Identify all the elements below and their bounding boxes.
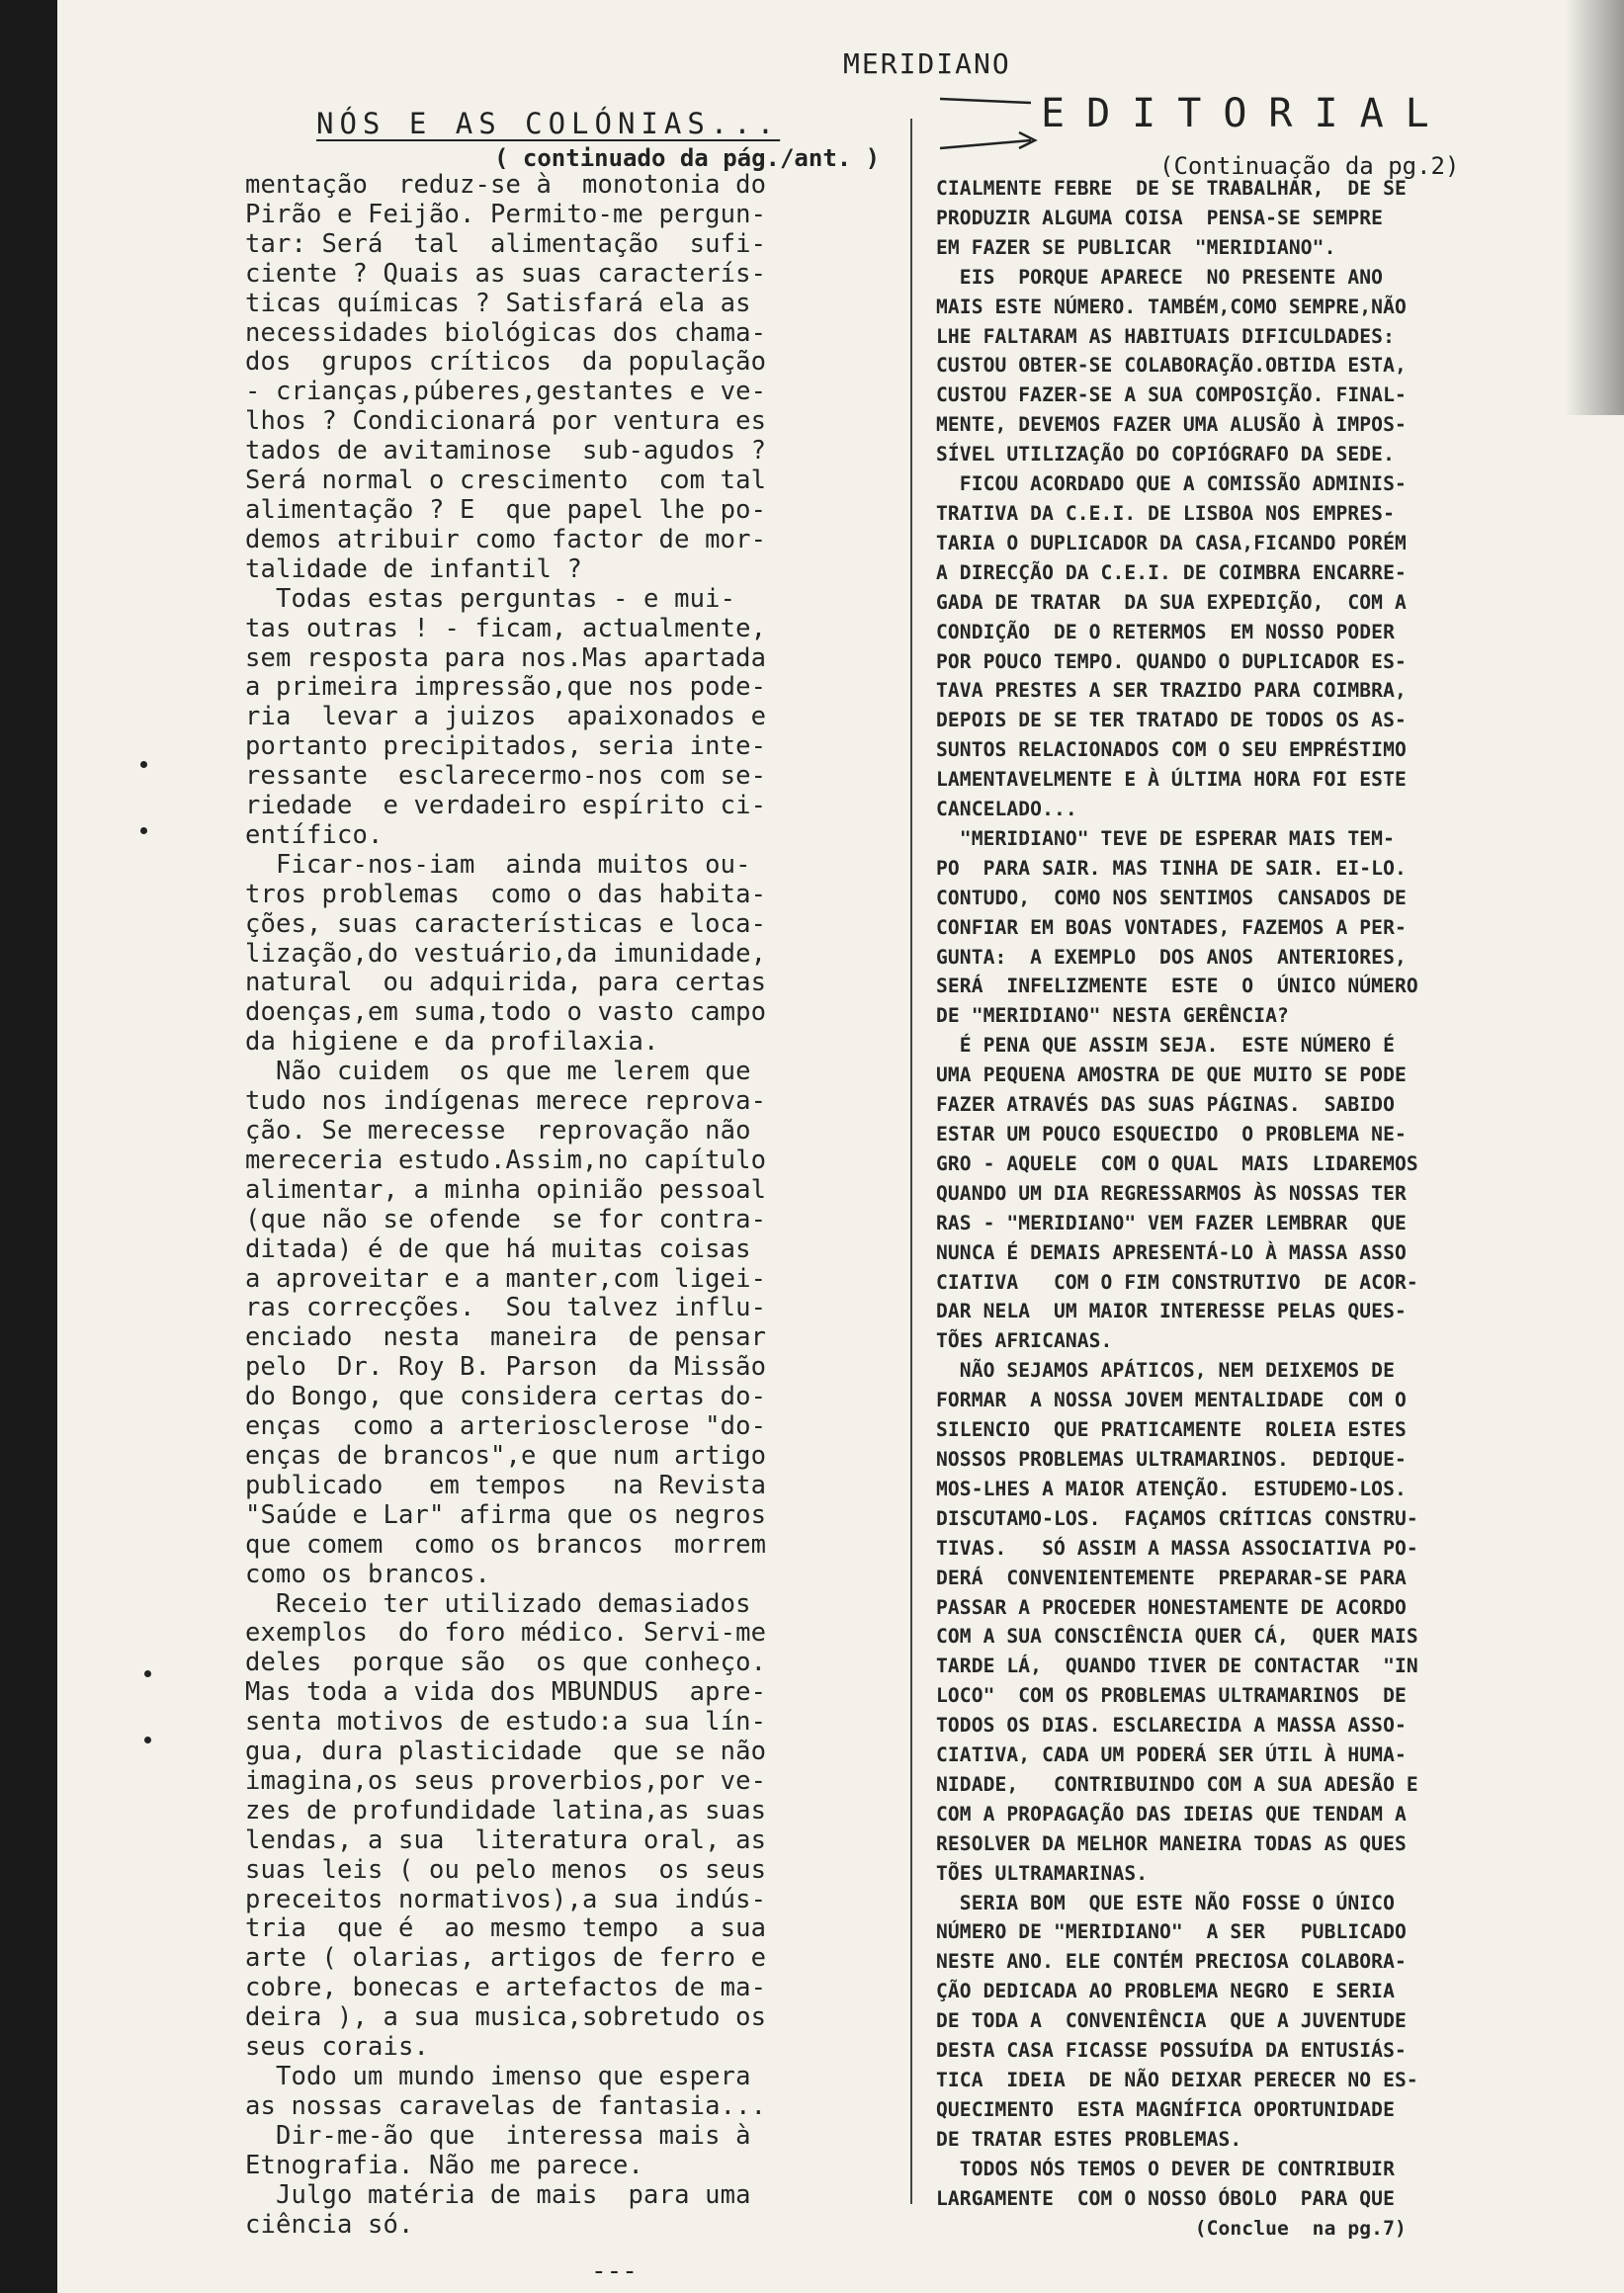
text-line: necessidades biológicas dos chama- — [245, 317, 767, 348]
text-line: alimentação ? E que papel lhe po- — [245, 494, 767, 525]
text-line: tados de avitaminose sub-agudos ? — [245, 436, 767, 467]
text-line: (Conclue na pg.7) — [936, 2216, 1407, 2240]
text-line: as nossas caravelas de fantasia... — [245, 2090, 767, 2121]
text-line: COM A PROPAGAÇÃO DAS IDEIAS QUE TENDAM A — [936, 1802, 1407, 1826]
text-line: pelo Dr. Roy B. Parson da Missão — [245, 1352, 767, 1383]
text-line: DE TODA A CONVENIÊNCIA QUE A JUVENTUDE — [936, 2009, 1407, 2033]
text-line: TAVA PRESTES A SER TRAZIDO PARA COIMBRA, — [936, 679, 1407, 703]
text-line: - crianças,púberes,gestantes e ve- — [245, 377, 767, 407]
text-line: CONFIAR EM BOAS VONTADES, FAZEMOS A PER- — [936, 915, 1407, 939]
text-line: ras correcções. Sou talvez influ- — [245, 1293, 767, 1323]
text-line: que comem como os brancos morrem — [245, 1529, 767, 1560]
bullet-dot-icon — [140, 761, 147, 768]
text-line: lhos ? Condicionará por ventura es — [245, 406, 767, 437]
text-line: DE TRATAR ESTES PROBLEMAS. — [936, 2127, 1242, 2151]
text-line: GADA DE TRATAR DA SUA EXPEDIÇÃO, COM A — [936, 590, 1407, 614]
text-line: POR POUCO TEMPO. QUANDO O DUPLICADOR ES- — [936, 649, 1407, 673]
text-line: tar: Será tal alimentação sufi- — [245, 228, 767, 259]
text-line: PRODUZIR ALGUMA COISA PENSA-SE SEMPRE — [936, 206, 1384, 229]
text-line: ÇÃO DEDICADA AO PROBLEMA NEGRO E SERIA — [936, 1980, 1395, 2003]
text-line: alimentar, a minha opinião pessoal — [245, 1174, 767, 1205]
text-line: QUANDO UM DIA REGRESSARMOS ÀS NOSSAS TER — [936, 1181, 1407, 1205]
text-line: ressante esclarecermo-nos com se- — [245, 761, 767, 792]
text-line: Será normal o crescimento com tal — [245, 466, 767, 496]
left-article-title: NÓS E AS COLÓNIAS... — [316, 107, 781, 140]
text-line: CIALMENTE FEBRE DE SE TRABALHAR, DE SE — [936, 177, 1407, 200]
text-line: ticas químicas ? Satisfará ela as — [245, 288, 751, 318]
text-line: "Saúde e Lar" afirma que os negros — [245, 1499, 767, 1530]
text-line: publicado em tempos na Revista — [245, 1470, 767, 1500]
text-line: entífico. — [245, 819, 384, 850]
text-line: MAIS ESTE NÚMERO. TAMBÉM,COMO SEMPRE,NÃO — [936, 295, 1407, 318]
text-line: LOCO" COM OS PROBLEMAS ULTRAMARINOS DE — [936, 1684, 1407, 1708]
text-line: tudo nos indígenas merece reprova- — [245, 1086, 767, 1117]
text-line: gua, dura plasticidade que se não — [245, 1737, 767, 1767]
text-line: Dir-me-ão que interessa mais à — [245, 2120, 751, 2151]
text-line: mereceria estudo.Assim,no capítulo — [245, 1145, 767, 1175]
editorial-body — [936, 174, 1588, 2243]
text-line: NIDADE, CONTRIBUINDO COM A SUA ADESÃO E — [936, 1772, 1418, 1796]
text-line: CANCELADO... — [936, 798, 1077, 821]
text-line: A DIRECÇÃO DA C.E.I. DE COIMBRA ENCARRE- — [936, 560, 1407, 584]
text-line: DERÁ CONVENIENTEMENTE PREPARAR-SE PARA — [936, 1566, 1407, 1589]
text-line: tas outras ! - ficam, actualmente, — [245, 613, 767, 643]
text-line: do Bongo, que considera certas do- — [245, 1382, 767, 1412]
text-line: SÍVEL UTILIZAÇÃO DO COPIÓGRAFO DA SEDE. — [936, 443, 1395, 467]
text-line: CUSTOU OBTER-SE COLABORAÇÃO.OBTIDA ESTA, — [936, 354, 1407, 378]
text-line: Mas toda a vida dos MBUNDUS apre- — [245, 1677, 767, 1708]
bullet-dot-icon — [144, 1737, 151, 1743]
text-line: deira ), a sua musica,sobretudo os — [245, 2002, 767, 2033]
text-line: FAZER ATRAVÉS DAS SUAS PÁGINAS. SABIDO — [936, 1093, 1395, 1117]
text-line: TODOS OS DIAS. ESCLARECIDA A MASSA ASSO- — [936, 1714, 1407, 1738]
text-line: LHE FALTARAM AS HABITUAIS DIFICULDADES: — [936, 324, 1395, 348]
text-line: tria que é ao mesmo tempo a sua — [245, 1913, 767, 1944]
text-line: COM A SUA CONSCIÊNCIA QUER CÁ, QUER MAIS — [936, 1625, 1418, 1649]
text-line: TIVAS. SÓ ASSIM A MASSA ASSOCIATIVA PO- — [936, 1536, 1418, 1560]
text-line: É PENA QUE ASSIM SEJA. ESTE NÚMERO É — [936, 1034, 1395, 1058]
text-line: SILENCIO QUE PRATICAMENTE ROLEIA ESTES — [936, 1418, 1407, 1442]
text-line: NOSSOS PROBLEMAS ULTRAMARINOS. DEDIQUE- — [936, 1447, 1407, 1471]
text-line: NÚMERO DE "MERIDIANO" A SER PUBLICADO — [936, 1920, 1407, 1944]
text-line: DISCUTAMO-LOS. FAÇAMOS CRÍTICAS CONSTRU- — [936, 1506, 1418, 1530]
text-line: ditada) é de que há muitas coisas — [245, 1233, 751, 1264]
text-line: DAR NELA UM MAIOR INTERESSE PELAS QUES- — [936, 1300, 1407, 1323]
text-line: GRO - AQUELE COM O QUAL MAIS LIDAREMOS — [936, 1151, 1418, 1175]
text-line: GUNTA: A EXEMPLO DOS ANOS ANTERIORES, — [936, 945, 1407, 969]
text-line: Pirão e Feijão. Permito-me pergun- — [245, 199, 767, 229]
text-line: LARGAMENTE COM O NOSSO ÓBOLO PARA QUE — [936, 2186, 1395, 2210]
text-line: Ficar-nos-iam ainda muitos ou- — [245, 849, 751, 880]
text-line: TICA IDEIA DE NÃO DEIXAR PERECER NO ES- — [936, 2069, 1418, 2091]
text-line: da higiene e da profilaxia. — [245, 1027, 659, 1058]
text-line: lendas, a sua literatura oral, as — [245, 1825, 767, 1855]
text-line: LAMENTAVELMENTE E À ÚLTIMA HORA FOI ESTE — [936, 768, 1407, 792]
text-line: deles porque são os que conheço. — [245, 1648, 767, 1678]
text-line: Julgo matéria de mais para uma — [245, 2179, 751, 2210]
text-line: sem resposta para nos.Mas apartada — [245, 642, 767, 673]
text-line: TÕES AFRICANAS. — [936, 1329, 1113, 1353]
text-line: UMA PEQUENA AMOSTRA DE QUE MUITO SE PODE — [936, 1063, 1407, 1087]
text-line: FICOU ACORDADO QUE A COMISSÃO ADMINIS- — [936, 472, 1407, 496]
left-article-end-mark: --- — [591, 2256, 638, 2286]
text-line: suas leis ( ou pelo menos os seus — [245, 1854, 767, 1885]
text-line: EIS PORQUE APARECE NO PRESENTE ANO — [936, 265, 1384, 289]
text-line: doenças,em suma,todo o vasto campo — [245, 997, 767, 1028]
text-line: ções, suas características e loca- — [245, 908, 767, 939]
text-line: TRATIVA DA C.E.I. DE LISBOA NOS EMPRES- — [936, 501, 1395, 525]
text-line: zes de profundidade latina,as suas — [245, 1795, 767, 1826]
text-line: PO PARA SAIR. MAS TINHA DE SAIR. EI-LO. — [936, 856, 1407, 880]
text-line: "MERIDIANO" TEVE DE ESPERAR MAIS TEM- — [936, 826, 1395, 850]
text-line: ESTAR UM POUCO ESQUECIDO O PROBLEMA NE- — [936, 1123, 1407, 1146]
left-article-body — [245, 171, 927, 2240]
text-line: arte ( olarias, artigos de ferro e — [245, 1943, 767, 1974]
text-line: QUECIMENTO ESTA MAGNÍFICA OPORTUNIDADE — [936, 2097, 1395, 2121]
text-line: TODOS NÓS TEMOS O DEVER DE CONTRIBUIR — [936, 2157, 1395, 2180]
text-line: MENTE, DEVEMOS FAZER UMA ALUSÃO À IMPOS- — [936, 413, 1407, 437]
text-line: Receio ter utilizado demasiados — [245, 1588, 751, 1619]
text-line: ciente ? Quais as suas caracterís- — [245, 258, 767, 289]
document-page — [57, 0, 1624, 2293]
text-line: ciência só. — [245, 2209, 414, 2240]
text-line: CIATIVA, CADA UM PODERÁ SER ÚTIL À HUMA- — [936, 1743, 1407, 1767]
text-line: CONTUDO, COMO NOS SENTIMOS CANSADOS DE — [936, 886, 1407, 909]
bullet-dot-icon — [140, 827, 147, 834]
text-line: TÕES ULTRAMARINAS. — [936, 1861, 1149, 1885]
text-line: dos grupos críticos da população — [245, 347, 767, 378]
text-line: Etnografia. Não me parece. — [245, 2150, 644, 2180]
text-line: RESOLVER DA MELHOR MANEIRA TODAS AS QUES — [936, 1831, 1407, 1855]
left-article-subtitle: ( continuado da pág./ant. ) — [494, 144, 881, 172]
text-line: exemplos do foro médico. Servi-me — [245, 1618, 767, 1649]
text-line: CIATIVA COM O FIM CONSTRUTIVO DE ACOR- — [936, 1270, 1418, 1294]
text-line: imagina,os seus proverbios,por ve- — [245, 1765, 767, 1796]
text-line: (que não se ofende se for contra- — [245, 1204, 767, 1234]
editorial-arrow-icon — [932, 91, 1041, 160]
text-line: DEPOIS DE SE TER TRATADO DE TODOS OS AS- — [936, 709, 1407, 732]
text-line: tros problemas como o das habita- — [245, 879, 767, 909]
text-line: TARDE LÁ, QUANDO TIVER DE CONTACTAR "IN — [936, 1655, 1418, 1678]
text-line: lização,do vestuário,da imunidade, — [245, 938, 767, 969]
text-line: talidade de infantil ? — [245, 553, 583, 584]
text-line: EM FAZER SE PUBLICAR "MERIDIANO". — [936, 235, 1336, 259]
text-line: NUNCA É DEMAIS APRESENTÁ-LO À MASSA ASSO — [936, 1240, 1407, 1264]
text-line: enças como a arteriosclerose "do- — [245, 1411, 767, 1442]
text-line: senta motivos de estudo:a sua lín- — [245, 1707, 767, 1738]
text-line: PASSAR A PROCEDER HONESTAMENTE DE ACORDO — [936, 1595, 1407, 1619]
text-line: riedade e verdadeiro espírito ci- — [245, 791, 767, 821]
text-line: enças de brancos",e que num artigo — [245, 1440, 767, 1471]
editorial-title: EDITORIAL — [1041, 91, 1451, 136]
text-line: DE "MERIDIANO" NESTA GERÊNCIA? — [936, 1004, 1289, 1028]
text-line: DESTA CASA FICASSE POSSUÍDA DA ENTUSIÁS- — [936, 2039, 1407, 2063]
text-line: Não cuidem os que me lerem que — [245, 1057, 751, 1087]
text-line: natural ou adquirida, para certas — [245, 968, 767, 998]
text-line: TARIA O DUPLICADOR DA CASA,FICANDO PORÉM — [936, 531, 1407, 554]
text-line: portanto precipitados, seria inte- — [245, 731, 767, 762]
text-line: ção. Se merecesse reprovação não — [245, 1116, 751, 1146]
text-line: Todas estas perguntas - e mui- — [245, 583, 736, 614]
text-line: ria levar a juizos apaixonados e — [245, 702, 767, 732]
editorial-subtitle: (Continuação da pg.2) — [1159, 152, 1460, 180]
bullet-dot-icon — [144, 1670, 151, 1677]
text-line: SUNTOS RELACIONADOS COM O SEU EMPRÉSTIMO — [936, 738, 1407, 762]
text-line: SERÁ INFELIZMENTE ESTE O ÚNICO NÚMERO — [936, 975, 1418, 998]
text-line: cobre, bonecas e artefactos de ma- — [245, 1973, 767, 2003]
text-line: NESTE ANO. ELE CONTÉM PRECIOSA COLABORA- — [936, 1950, 1407, 1974]
text-line: preceitos normativos),a sua indús- — [245, 1884, 767, 1914]
text-line: demos atribuir como factor de mor- — [245, 524, 767, 554]
text-line: NÃO SEJAMOS APÁTICOS, NEM DEIXEMOS DE — [936, 1359, 1395, 1383]
text-line: a primeira impressão,que nos pode- — [245, 672, 767, 703]
text-line: RAS - "MERIDIANO" VEM FAZER LEMBRAR QUE — [936, 1211, 1407, 1234]
masthead: MERIDIANO — [843, 47, 1011, 80]
text-line: CUSTOU FAZER-SE A SUA COMPOSIÇÃO. FINAL- — [936, 383, 1407, 407]
text-line: SERIA BOM QUE ESTE NÃO FOSSE O ÚNICO — [936, 1891, 1395, 1914]
text-line: seus corais. — [245, 2032, 430, 2063]
text-line: a aproveitar e a manter,com ligei- — [245, 1263, 767, 1294]
text-line: FORMAR A NOSSA JOVEM MENTALIDADE COM O — [936, 1389, 1407, 1412]
text-line: mentação reduz-se à monotonia do — [245, 170, 767, 200]
text-line: CONDIÇÃO DE O RETERMOS EM NOSSO PODER — [936, 620, 1395, 643]
text-line: Todo um mundo imenso que espera — [245, 2062, 751, 2091]
text-line: enciado nesta maneira de pensar — [245, 1322, 767, 1353]
text-line: como os brancos. — [245, 1559, 491, 1589]
text-line: MOS-LHES A MAIOR ATENÇÃO. ESTUDEMO-LOS. — [936, 1477, 1407, 1500]
